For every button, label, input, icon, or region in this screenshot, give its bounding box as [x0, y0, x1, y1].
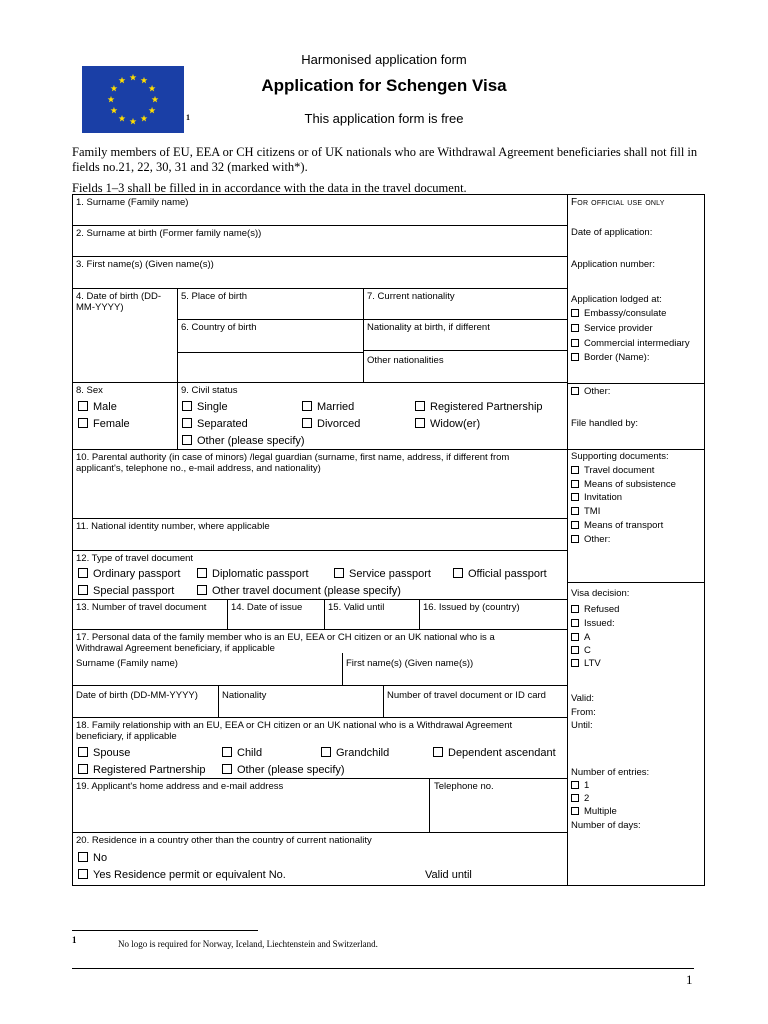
star-icon	[108, 96, 115, 103]
lodged-other-option[interactable]: Other:	[571, 386, 610, 397]
field-16-issued-by[interactable]: 16. Issued by (country)	[419, 599, 568, 630]
field-17-family-member-data: 17. Personal data of the family member who is an EU, EEA or CH citizen or an UK national who is a Withdrawal Agreement beneficiary, if applicable	[72, 629, 568, 718]
sex-female-option[interactable]: Female	[78, 418, 130, 431]
rel-spouse-option[interactable]: Spouse	[78, 747, 130, 760]
residence-valid-until-label: Valid until	[425, 869, 472, 881]
entries-multiple-option[interactable]: Multiple	[571, 806, 617, 817]
divider	[383, 685, 384, 718]
field-2-surname-at-birth[interactable]: 2. Surname at birth (Former family name(s))	[72, 225, 568, 257]
doc-ordinary-passport-option[interactable]: Ordinary passport	[78, 568, 180, 581]
checkbox[interactable]	[571, 339, 579, 347]
visa-decision-label: Visa decision:	[571, 588, 630, 599]
checkbox[interactable]	[78, 401, 88, 411]
divider	[342, 653, 343, 686]
field-4-date-of-birth[interactable]: 4. Date of birth (DD-MM-YYYY)	[72, 288, 178, 383]
rel-registered-partnership-option[interactable]: Registered Partnership	[78, 764, 206, 777]
checkbox[interactable]	[78, 764, 88, 774]
decision-a-option[interactable]: A	[571, 632, 590, 643]
rel-other-option[interactable]: Other (please specify)	[222, 764, 345, 777]
civil-registered-partnership-option[interactable]: Registered Partnership	[415, 401, 543, 414]
divider	[72, 685, 568, 686]
decision-refused-option[interactable]: Refused	[571, 604, 619, 615]
supporting-documents-label: Supporting documents:	[571, 451, 669, 462]
field-17-surname-label: Surname (Family name)	[76, 658, 178, 669]
checkbox[interactable]	[571, 605, 579, 613]
checkbox[interactable]	[571, 633, 579, 641]
field-12-travel-document-type: 12. Type of travel document	[72, 550, 568, 600]
checkbox[interactable]	[571, 521, 579, 529]
checkbox[interactable]	[571, 324, 579, 332]
doc-diplomatic-passport-option[interactable]: Diplomatic passport	[197, 568, 309, 581]
lodged-at-label: Application lodged at:	[571, 294, 662, 305]
from-label: From:	[571, 707, 596, 718]
checkbox[interactable]	[302, 418, 312, 428]
checkbox[interactable]	[302, 401, 312, 411]
checkbox[interactable]	[453, 568, 463, 578]
checkbox[interactable]	[222, 747, 232, 757]
civil-other-option[interactable]: Other (please specify)	[182, 435, 305, 448]
fields-note: Fields 1–3 shall be filled in in accordance with the data in the travel document.	[72, 181, 467, 195]
doc-special-passport-option[interactable]: Special passport	[78, 585, 174, 598]
date-of-application-label: Date of application:	[571, 227, 653, 238]
checkbox[interactable]	[571, 507, 579, 515]
intro-text: Family members of EU, EEA or CH citizens or of UK nationals who are Withdrawal Agreement beneficiaries shall not fill in fields no.21, 22, 30, 31 and 32 (marked with*).	[72, 145, 698, 174]
field-11-national-id[interactable]: 11. National identity number, where applicable	[72, 518, 568, 551]
checkbox[interactable]	[182, 435, 192, 445]
rel-child-option[interactable]: Child	[222, 747, 262, 760]
checkbox[interactable]	[182, 418, 192, 428]
rel-grandchild-option[interactable]: Grandchild	[321, 747, 389, 760]
field-5-place-of-birth[interactable]: 5. Place of birth	[177, 288, 364, 320]
field-17-document-label: Number of travel document or ID card	[387, 690, 546, 701]
checkbox[interactable]	[222, 764, 232, 774]
doc-other-option[interactable]: Other travel document (please specify)	[197, 585, 401, 598]
free-note: This application form is free	[304, 111, 464, 126]
checkbox[interactable]	[78, 418, 88, 428]
residence-yes-option[interactable]: Yes Residence permit or equivalent No.	[78, 869, 286, 882]
until-label: Until:	[571, 720, 593, 731]
checkbox[interactable]	[571, 493, 579, 501]
checkbox[interactable]	[78, 869, 88, 879]
checkbox[interactable]	[571, 781, 579, 789]
checkbox[interactable]	[571, 466, 579, 474]
support-transport-option[interactable]: Means of transport	[571, 520, 663, 531]
field-7-other-nationalities[interactable]: Other nationalities	[363, 350, 568, 383]
field-17-nationality-label: Nationality	[222, 690, 267, 701]
lodged-commercial-option[interactable]: Commercial intermediary	[571, 338, 690, 349]
lodged-border-option[interactable]: Border (Name):	[571, 352, 649, 363]
checkbox[interactable]	[197, 568, 207, 578]
checkbox[interactable]	[334, 568, 344, 578]
field-18-family-relationship: 18. Family relationship with an EU, EEA or CH citizen or an UK national who is a Withdrawal Agreement beneficiary, if applicable	[72, 717, 568, 779]
file-handled-by-label: File handled by:	[571, 418, 639, 429]
page-number: 1	[686, 972, 693, 987]
civil-widow-option[interactable]: Widow(er)	[415, 418, 480, 431]
checkbox[interactable]	[78, 747, 88, 757]
checkbox[interactable]	[571, 619, 579, 627]
field-17-first-name-label: First name(s) (Given name(s))	[346, 658, 474, 669]
decision-issued-option[interactable]: Issued:	[571, 618, 615, 629]
divider	[567, 449, 705, 450]
checkbox[interactable]	[197, 585, 207, 595]
support-invitation-option[interactable]: Invitation	[571, 492, 622, 503]
field-5-6-blank	[177, 352, 364, 383]
field-9-civil-status: 9. Civil status	[177, 382, 568, 450]
checkbox[interactable]	[571, 309, 579, 317]
doc-service-passport-option[interactable]: Service passport	[334, 568, 431, 581]
number-of-days-label: Number of days:	[571, 820, 641, 831]
residence-no-option[interactable]: No	[78, 852, 107, 865]
checkbox[interactable]	[571, 480, 579, 488]
checkbox[interactable]	[571, 807, 579, 815]
rel-dependent-ascendant-option[interactable]: Dependent ascendant	[433, 747, 556, 760]
field-13-document-number[interactable]: 13. Number of travel document	[72, 599, 228, 630]
checkbox[interactable]	[182, 401, 192, 411]
page-rule	[72, 968, 694, 969]
checkbox[interactable]	[571, 646, 579, 654]
field-1-surname[interactable]: 1. Surname (Family name)	[72, 194, 568, 226]
field-17-dob-label: Date of birth (DD-MM-YYYY)	[76, 690, 198, 701]
number-of-entries-label: Number of entries:	[571, 767, 650, 778]
star-icon	[152, 96, 159, 103]
checkbox[interactable]	[415, 401, 425, 411]
footnote-rule	[72, 930, 258, 931]
doc-official-passport-option[interactable]: Official passport	[453, 568, 547, 581]
form-title: Application for Schengen Visa	[261, 76, 507, 95]
civil-separated-option[interactable]: Separated	[182, 418, 248, 431]
field-19-telephone[interactable]: Telephone no.	[429, 778, 568, 833]
field-3-first-names[interactable]: 3. First name(s) (Given name(s))	[72, 256, 568, 289]
support-other-option[interactable]: Other:	[571, 534, 610, 545]
field-6-country-of-birth[interactable]: 6. Country of birth	[177, 319, 364, 353]
footnote-marker: 1	[186, 113, 190, 122]
field-20-residence: 20. Residence in a country other than the country of current nationality	[72, 832, 568, 886]
support-subsistence-option[interactable]: Means of subsistence	[571, 479, 676, 490]
field-14-date-of-issue[interactable]: 14. Date of issue	[227, 599, 325, 630]
checkbox[interactable]	[78, 585, 88, 595]
support-travel-document-option[interactable]: Travel document	[571, 465, 654, 476]
application-number-label: Application number:	[571, 259, 655, 270]
decision-ltv-option[interactable]: LTV	[571, 658, 601, 669]
checkbox[interactable]	[571, 794, 579, 802]
field-19-home-address[interactable]: 19. Applicant's home address and e-mail address	[72, 778, 430, 833]
field-7-nationality-at-birth[interactable]: Nationality at birth, if different	[363, 319, 568, 351]
entries-1-option[interactable]: 1	[571, 780, 589, 791]
checkbox[interactable]	[321, 747, 331, 757]
civil-divorced-option[interactable]: Divorced	[302, 418, 360, 431]
sex-male-option[interactable]: Male	[78, 401, 117, 414]
divider	[567, 582, 705, 583]
footnote-number: 1	[72, 935, 77, 945]
field-10-parental-authority[interactable]: 10. Parental authority (in case of minors) /legal guardian (surname, first name, address, if different from applicant's, telephone no., e-mail address, and nationality)	[72, 449, 568, 519]
checkbox[interactable]	[78, 568, 88, 578]
checkbox[interactable]	[571, 535, 579, 543]
civil-married-option[interactable]: Married	[302, 401, 354, 414]
official-use-header: For official use only	[571, 197, 665, 208]
divider	[567, 383, 705, 384]
support-tmi-option[interactable]: TMI	[571, 506, 600, 517]
field-7-current-nationality[interactable]: 7. Current nationality	[363, 288, 568, 320]
checkbox[interactable]	[415, 418, 425, 428]
field-8-sex: 8. Sex	[72, 382, 178, 450]
form-subtitle: Harmonised application form	[301, 52, 467, 67]
checkbox[interactable]	[571, 353, 579, 361]
checkbox[interactable]	[571, 387, 579, 395]
divider	[218, 685, 219, 718]
decision-c-option[interactable]: C	[571, 645, 591, 656]
lodged-embassy-option[interactable]: Embassy/consulate	[571, 308, 666, 319]
footnote-text: No logo is required for Norway, Iceland, Liechtenstein and Switzerland.	[118, 939, 378, 949]
valid-label: Valid:	[571, 693, 595, 704]
entries-2-option[interactable]: 2	[571, 793, 589, 804]
checkbox[interactable]	[78, 852, 88, 862]
field-15-valid-until[interactable]: 15. Valid until	[324, 599, 420, 630]
checkbox[interactable]	[571, 659, 579, 667]
civil-single-option[interactable]: Single	[182, 401, 228, 414]
checkbox[interactable]	[433, 747, 443, 757]
lodged-service-provider-option[interactable]: Service provider	[571, 323, 653, 334]
